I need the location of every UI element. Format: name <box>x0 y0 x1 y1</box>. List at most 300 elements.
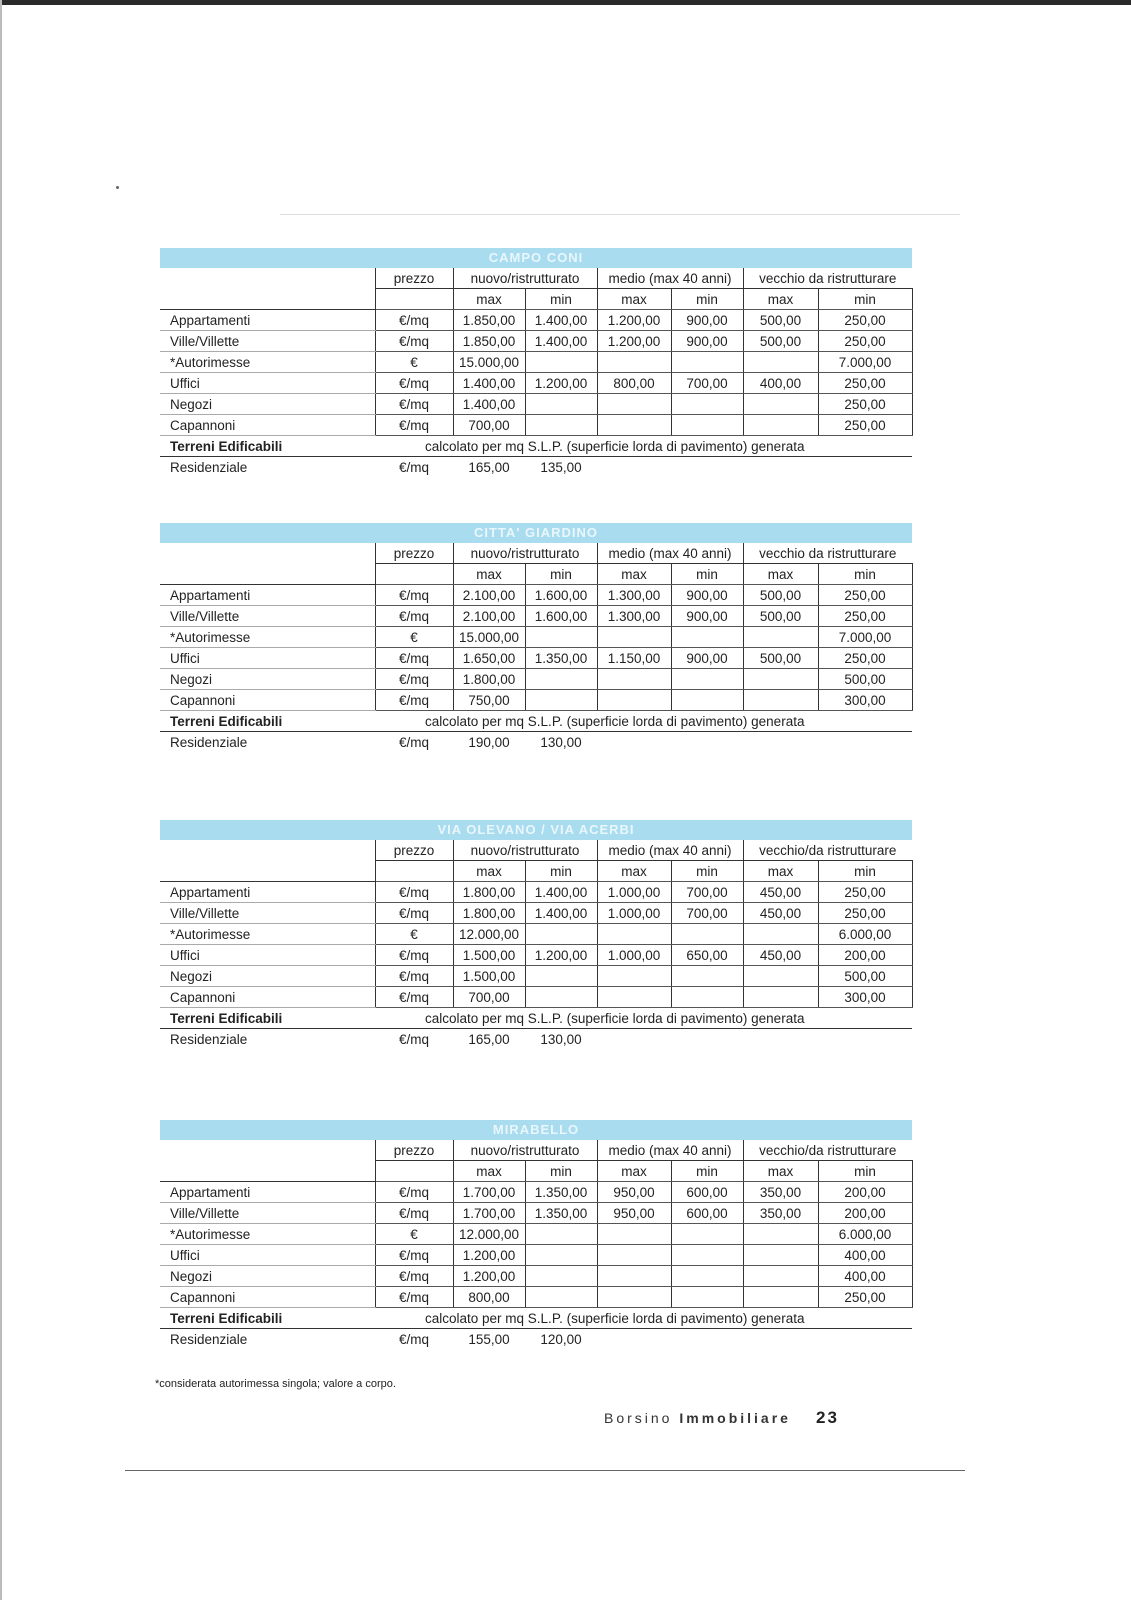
price-cell <box>743 1224 818 1245</box>
row-unit: €/mq <box>375 1287 453 1308</box>
price-cell: 1.400,00 <box>525 903 597 924</box>
price-cell <box>525 415 597 436</box>
header-medio: medio (max 40 anni) <box>597 840 743 861</box>
price-cell <box>525 924 597 945</box>
row-label: Appartamenti <box>160 585 375 606</box>
price-cell: 350,00 <box>743 1182 818 1203</box>
subheader-min: min <box>525 289 597 310</box>
subheader-min: min <box>525 1161 597 1182</box>
row-unit: € <box>375 1224 453 1245</box>
residenziale-min: 135,00 <box>540 459 582 475</box>
price-cell: 900,00 <box>671 310 743 331</box>
table-row <box>160 690 912 711</box>
price-section <box>160 248 912 477</box>
row-label: *Autorimesse <box>160 1224 375 1245</box>
price-cell: 1.000,00 <box>597 945 671 966</box>
price-cell: 1.200,00 <box>453 1245 525 1266</box>
price-cell <box>525 966 597 987</box>
subheader-blank <box>375 289 453 310</box>
header-vecchio: vecchio da ristrutturare <box>743 543 912 564</box>
section-title-banner: CITTA' GIARDINO <box>160 523 912 543</box>
price-cell: 800,00 <box>453 1287 525 1308</box>
price-cell: 1.650,00 <box>453 648 525 669</box>
price-cell <box>525 1224 597 1245</box>
row-label: Appartamenti <box>160 882 375 903</box>
price-cell: 250,00 <box>818 373 912 394</box>
residenziale-unit: €/mq <box>398 1331 429 1347</box>
table-row <box>160 310 912 331</box>
residenziale-row <box>160 1329 912 1350</box>
price-cell: 700,00 <box>671 373 743 394</box>
header-blank <box>160 840 375 882</box>
footnote: *considerata autorimessa singola; valore a corpo. <box>155 1378 396 1390</box>
price-cell: 250,00 <box>818 310 912 331</box>
price-cell <box>671 690 743 711</box>
row-unit: €/mq <box>375 331 453 352</box>
header-medio: medio (max 40 anni) <box>597 268 743 289</box>
price-cell: 15.000,00 <box>453 352 525 373</box>
price-cell: 250,00 <box>818 648 912 669</box>
brand-bold: Immobiliare <box>679 1410 791 1426</box>
price-cell <box>671 987 743 1008</box>
subheader-max: max <box>743 564 818 585</box>
subheader-min: min <box>818 861 912 882</box>
row-label: *Autorimesse <box>160 627 375 648</box>
empty-cell <box>671 457 743 478</box>
header-prezzo: prezzo <box>375 840 453 861</box>
price-cell: 200,00 <box>818 1182 912 1203</box>
table-row <box>160 627 912 648</box>
subheader-max: max <box>453 564 525 585</box>
terreni-row <box>160 1008 912 1029</box>
price-cell <box>671 924 743 945</box>
empty-cell <box>671 732 743 753</box>
header-medio: medio (max 40 anni) <box>597 1140 743 1161</box>
row-unit: €/mq <box>375 987 453 1008</box>
footer-rule <box>125 1470 965 1471</box>
empty-cell <box>818 732 912 753</box>
price-table <box>160 840 913 1049</box>
subheader-min: min <box>671 564 743 585</box>
price-cell: 7.000,00 <box>818 627 912 648</box>
terreni-label: Terreni Edificabili <box>160 1308 375 1329</box>
price-cell <box>597 415 671 436</box>
price-cell: 200,00 <box>818 1203 912 1224</box>
row-unit: € <box>375 627 453 648</box>
row-label: Ville/Villette <box>160 1203 375 1224</box>
terreni-label: Terreni Edificabili <box>160 1008 375 1029</box>
price-cell <box>743 924 818 945</box>
price-cell: 600,00 <box>671 1182 743 1203</box>
subheader-max: max <box>743 861 818 882</box>
row-unit: €/mq <box>375 1266 453 1287</box>
price-cell: 500,00 <box>743 648 818 669</box>
price-cell <box>671 966 743 987</box>
header-nuovo: nuovo/ristrutturato <box>453 1140 597 1161</box>
price-cell: 300,00 <box>818 690 912 711</box>
subheader-blank <box>375 564 453 585</box>
price-cell <box>525 394 597 415</box>
price-cell: 1.400,00 <box>525 310 597 331</box>
brand-light: Borsino <box>604 1410 673 1426</box>
price-cell: 1.850,00 <box>453 310 525 331</box>
price-cell: 1.350,00 <box>525 1203 597 1224</box>
price-cell <box>671 669 743 690</box>
table-row <box>160 1266 912 1287</box>
row-label: Uffici <box>160 648 375 669</box>
row-unit: €/mq <box>375 1203 453 1224</box>
price-cell: 350,00 <box>743 1203 818 1224</box>
row-unit: €/mq <box>375 1182 453 1203</box>
price-cell <box>525 1287 597 1308</box>
terreni-row <box>160 436 912 457</box>
price-cell: 1.400,00 <box>525 331 597 352</box>
price-cell: 1.800,00 <box>453 669 525 690</box>
price-cell <box>743 1245 818 1266</box>
row-label: Uffici <box>160 945 375 966</box>
price-cell <box>671 394 743 415</box>
terreni-note: calcolato per mq S.L.P. (superficie lorda di pavimento) generata <box>375 436 912 457</box>
price-cell: 500,00 <box>818 966 912 987</box>
price-cell <box>597 987 671 1008</box>
price-cell <box>525 690 597 711</box>
header-row <box>160 840 912 861</box>
price-cell: 950,00 <box>597 1203 671 1224</box>
table-row <box>160 415 912 436</box>
terreni-note: calcolato per mq S.L.P. (superficie lorda di pavimento) generata <box>375 1308 912 1329</box>
header-row <box>160 268 912 289</box>
subheader-max: max <box>743 289 818 310</box>
header-row <box>160 543 912 564</box>
price-cell <box>597 1287 671 1308</box>
terreni-label: Terreni Edificabili <box>160 436 375 457</box>
table-row <box>160 331 912 352</box>
table-row <box>160 585 912 606</box>
table-row <box>160 1287 912 1308</box>
price-cell: 15.000,00 <box>453 627 525 648</box>
terreni-label: Terreni Edificabili <box>160 711 375 732</box>
row-label: Uffici <box>160 373 375 394</box>
subheader-min: min <box>818 289 912 310</box>
price-cell <box>671 1287 743 1308</box>
price-cell <box>597 1245 671 1266</box>
price-cell: 500,00 <box>743 585 818 606</box>
subheader-max: max <box>453 289 525 310</box>
header-nuovo: nuovo/ristrutturato <box>453 543 597 564</box>
price-cell: 900,00 <box>671 648 743 669</box>
price-cell: 1.200,00 <box>453 1266 525 1287</box>
empty-cell <box>818 1329 912 1350</box>
price-cell: 500,00 <box>818 669 912 690</box>
empty-cell <box>818 457 912 478</box>
table-row <box>160 882 912 903</box>
price-cell: 900,00 <box>671 331 743 352</box>
price-cell: 1.500,00 <box>453 945 525 966</box>
price-cell: 1.000,00 <box>597 903 671 924</box>
price-cell <box>525 669 597 690</box>
table-row <box>160 1203 912 1224</box>
residenziale-row <box>160 457 912 478</box>
empty-cell <box>818 1029 912 1050</box>
subheader-min: min <box>671 289 743 310</box>
table-row <box>160 1245 912 1266</box>
price-cell: 1.000,00 <box>597 882 671 903</box>
price-cell: 1.400,00 <box>453 394 525 415</box>
price-cell: 12.000,00 <box>453 924 525 945</box>
price-cell: 1.850,00 <box>453 331 525 352</box>
price-section <box>160 523 912 752</box>
row-unit: €/mq <box>375 669 453 690</box>
price-cell <box>597 966 671 987</box>
residenziale-label: Residenziale <box>170 734 248 750</box>
price-section <box>160 1120 912 1349</box>
empty-cell <box>597 1029 671 1050</box>
row-unit: €/mq <box>375 882 453 903</box>
row-label: Capannoni <box>160 1287 375 1308</box>
subheader-min: min <box>525 564 597 585</box>
price-cell <box>525 1266 597 1287</box>
subheader-max: max <box>453 861 525 882</box>
residenziale-unit: €/mq <box>398 734 429 750</box>
price-cell <box>597 1266 671 1287</box>
table-row <box>160 352 912 373</box>
row-label: *Autorimesse <box>160 352 375 373</box>
price-cell: 700,00 <box>453 415 525 436</box>
subheader-min: min <box>671 861 743 882</box>
price-cell: 250,00 <box>818 585 912 606</box>
price-cell <box>671 352 743 373</box>
row-unit: €/mq <box>375 945 453 966</box>
price-cell: 1.400,00 <box>525 882 597 903</box>
section-title-banner: MIRABELLO <box>160 1120 912 1140</box>
header-vecchio: vecchio da ristrutturare <box>743 268 912 289</box>
residenziale-label: Residenziale <box>170 459 248 475</box>
row-unit: €/mq <box>375 585 453 606</box>
header-blank <box>160 268 375 310</box>
price-cell: 1.350,00 <box>525 648 597 669</box>
price-cell <box>671 1266 743 1287</box>
residenziale-min: 120,00 <box>540 1331 582 1347</box>
row-unit: €/mq <box>375 606 453 627</box>
subheader-min: min <box>818 1161 912 1182</box>
price-cell: 1.600,00 <box>525 606 597 627</box>
row-label: Negozi <box>160 966 375 987</box>
price-cell <box>597 394 671 415</box>
price-cell <box>525 352 597 373</box>
table-row <box>160 669 912 690</box>
price-table <box>160 1140 913 1349</box>
scan-edge-left <box>0 0 2 1600</box>
price-cell: 2.100,00 <box>453 585 525 606</box>
row-unit: €/mq <box>375 690 453 711</box>
price-cell: 700,00 <box>453 987 525 1008</box>
row-label: Uffici <box>160 1245 375 1266</box>
price-cell: 1.500,00 <box>453 966 525 987</box>
subheader-max: max <box>743 1161 818 1182</box>
table-row <box>160 966 912 987</box>
price-cell: 1.800,00 <box>453 903 525 924</box>
price-cell: 200,00 <box>818 945 912 966</box>
header-nuovo: nuovo/ristrutturato <box>453 268 597 289</box>
price-cell: 700,00 <box>671 882 743 903</box>
price-cell <box>525 987 597 1008</box>
price-cell: 1.700,00 <box>453 1182 525 1203</box>
row-label: Ville/Villette <box>160 331 375 352</box>
header-medio: medio (max 40 anni) <box>597 543 743 564</box>
row-unit: €/mq <box>375 903 453 924</box>
price-cell <box>597 627 671 648</box>
header-nuovo: nuovo/ristrutturato <box>453 840 597 861</box>
residenziale-label: Residenziale <box>170 1031 248 1047</box>
price-cell: 1.200,00 <box>525 373 597 394</box>
price-cell: 6.000,00 <box>818 924 912 945</box>
header-blank <box>160 1140 375 1182</box>
price-cell <box>597 352 671 373</box>
empty-cell <box>671 1029 743 1050</box>
price-cell: 1.300,00 <box>597 606 671 627</box>
price-cell: 250,00 <box>818 1287 912 1308</box>
scan-speck <box>116 186 119 189</box>
price-cell: 900,00 <box>671 585 743 606</box>
price-cell: 1.600,00 <box>525 585 597 606</box>
price-cell: 1.150,00 <box>597 648 671 669</box>
price-cell <box>743 352 818 373</box>
scan-edge-top <box>0 0 1131 5</box>
price-cell: 450,00 <box>743 903 818 924</box>
price-cell: 950,00 <box>597 1182 671 1203</box>
table-row <box>160 945 912 966</box>
price-cell <box>671 415 743 436</box>
price-cell: 1.350,00 <box>525 1182 597 1203</box>
row-label: Negozi <box>160 669 375 690</box>
price-cell: 500,00 <box>743 331 818 352</box>
header-blank <box>160 543 375 585</box>
price-cell: 400,00 <box>818 1266 912 1287</box>
publication-brand <box>604 1410 791 1426</box>
subheader-max: max <box>597 1161 671 1182</box>
terreni-note: calcolato per mq S.L.P. (superficie lorda di pavimento) generata <box>375 1008 912 1029</box>
empty-cell <box>743 1329 818 1350</box>
residenziale-row <box>160 732 912 753</box>
row-unit: €/mq <box>375 648 453 669</box>
table-row <box>160 924 912 945</box>
price-cell: 250,00 <box>818 415 912 436</box>
empty-cell <box>743 1029 818 1050</box>
faint-top-rule <box>280 214 960 215</box>
residenziale-unit: €/mq <box>398 459 429 475</box>
price-table <box>160 268 913 477</box>
header-prezzo: prezzo <box>375 268 453 289</box>
price-cell: 600,00 <box>671 1203 743 1224</box>
price-cell <box>743 415 818 436</box>
price-cell: 1.700,00 <box>453 1203 525 1224</box>
row-unit: €/mq <box>375 1245 453 1266</box>
price-cell <box>743 690 818 711</box>
price-section <box>160 820 912 1049</box>
terreni-row <box>160 1308 912 1329</box>
subheader-blank <box>375 861 453 882</box>
price-cell <box>525 627 597 648</box>
price-cell: 1.200,00 <box>525 945 597 966</box>
subheader-blank <box>375 1161 453 1182</box>
price-cell: 1.800,00 <box>453 882 525 903</box>
price-cell <box>597 669 671 690</box>
residenziale-max: 155,00 <box>468 1331 510 1347</box>
price-cell <box>597 690 671 711</box>
residenziale-max: 165,00 <box>468 459 510 475</box>
price-cell: 12.000,00 <box>453 1224 525 1245</box>
page-number: 23 <box>816 1408 839 1427</box>
price-cell <box>743 987 818 1008</box>
subheader-max: max <box>597 289 671 310</box>
price-cell <box>743 669 818 690</box>
row-label: Negozi <box>160 1266 375 1287</box>
price-cell: 250,00 <box>818 394 912 415</box>
empty-cell <box>743 457 818 478</box>
header-vecchio: vecchio/da ristrutturare <box>743 840 912 861</box>
residenziale-label: Residenziale <box>170 1331 248 1347</box>
residenziale-min: 130,00 <box>540 734 582 750</box>
table-row <box>160 373 912 394</box>
subheader-max: max <box>597 564 671 585</box>
price-cell <box>671 627 743 648</box>
price-cell: 2.100,00 <box>453 606 525 627</box>
table-row <box>160 1224 912 1245</box>
price-cell: 450,00 <box>743 945 818 966</box>
price-cell: 250,00 <box>818 882 912 903</box>
price-cell: 750,00 <box>453 690 525 711</box>
row-unit: €/mq <box>375 394 453 415</box>
section-title-banner: CAMPO CONI <box>160 248 912 268</box>
header-vecchio: vecchio/da ristrutturare <box>743 1140 912 1161</box>
empty-cell <box>597 732 671 753</box>
header-prezzo: prezzo <box>375 1140 453 1161</box>
price-cell <box>671 1224 743 1245</box>
row-label: Ville/Villette <box>160 903 375 924</box>
subheader-min: min <box>525 861 597 882</box>
row-label: Capannoni <box>160 415 375 436</box>
table-row <box>160 394 912 415</box>
subheader-max: max <box>597 861 671 882</box>
price-cell: 1.200,00 <box>597 331 671 352</box>
price-cell: 300,00 <box>818 987 912 1008</box>
price-cell <box>525 1245 597 1266</box>
residenziale-row <box>160 1029 912 1050</box>
header-row <box>160 1140 912 1161</box>
row-label: *Autorimesse <box>160 924 375 945</box>
empty-cell <box>597 457 671 478</box>
row-label: Appartamenti <box>160 310 375 331</box>
price-cell: 250,00 <box>818 331 912 352</box>
terreni-row <box>160 711 912 732</box>
price-cell: 1.300,00 <box>597 585 671 606</box>
row-label: Negozi <box>160 394 375 415</box>
table-row <box>160 1182 912 1203</box>
price-cell: 500,00 <box>743 606 818 627</box>
price-cell <box>743 1287 818 1308</box>
price-cell <box>597 1224 671 1245</box>
header-prezzo: prezzo <box>375 543 453 564</box>
empty-cell <box>671 1329 743 1350</box>
table-row <box>160 648 912 669</box>
empty-cell <box>743 732 818 753</box>
table-row <box>160 903 912 924</box>
table-row <box>160 606 912 627</box>
price-cell <box>597 924 671 945</box>
price-cell: 800,00 <box>597 373 671 394</box>
residenziale-max: 165,00 <box>468 1031 510 1047</box>
row-label: Appartamenti <box>160 1182 375 1203</box>
